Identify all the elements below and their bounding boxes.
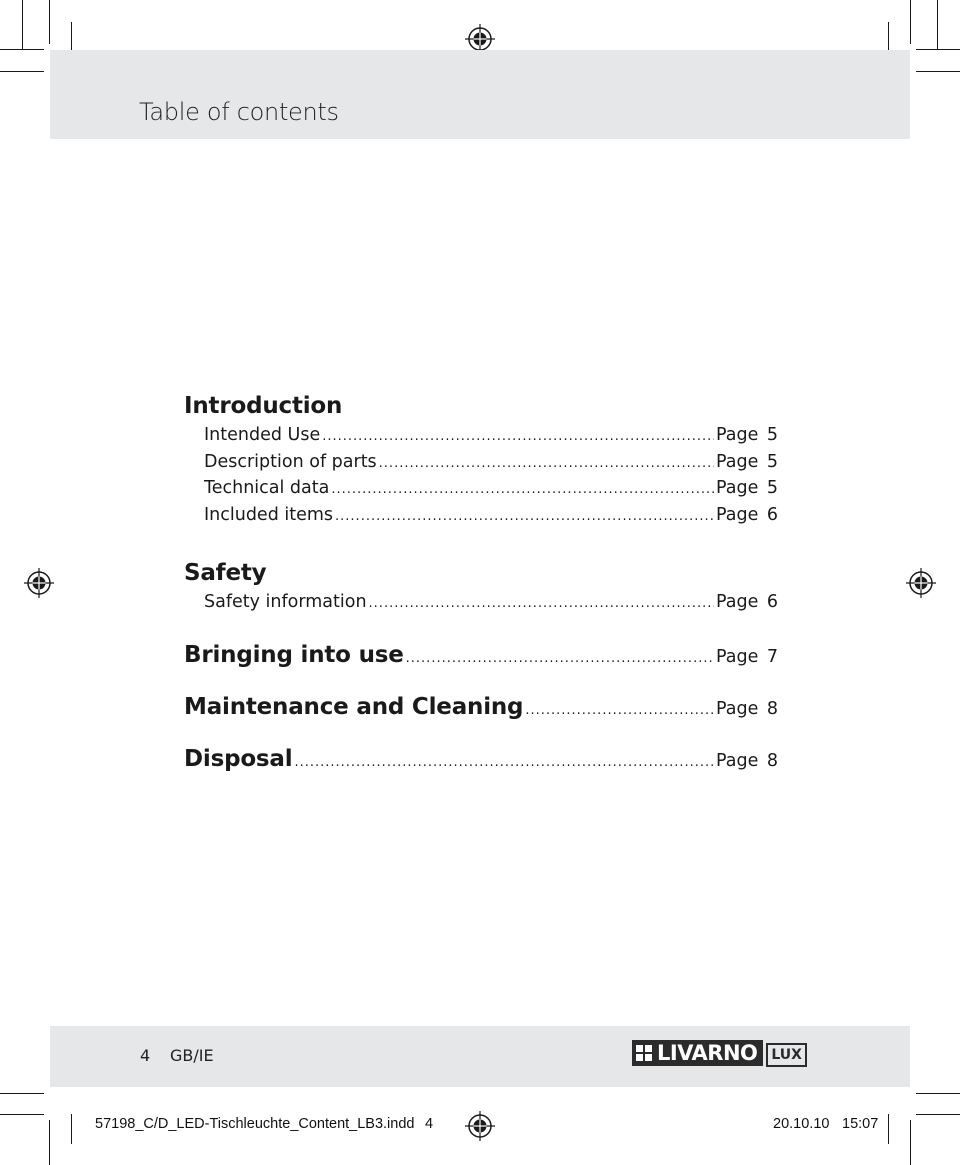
dot-leader <box>322 430 714 443</box>
dot-leader <box>406 652 714 665</box>
toc-entry-label: Disposal <box>184 746 293 773</box>
page-label: Page <box>716 699 759 720</box>
registration-mark-icon <box>465 1111 495 1141</box>
toc-entry-major[interactable] <box>184 629 778 681</box>
toc-entry-label: Description of parts <box>204 451 377 472</box>
slug-time: 15:07 <box>842 1116 879 1132</box>
page-label: Page <box>716 751 759 772</box>
crop-mark-icon <box>910 0 911 44</box>
logo-suffix: LUX <box>766 1043 807 1067</box>
crop-mark-icon <box>916 1114 960 1115</box>
toc-section-title: Safety <box>184 559 267 586</box>
crop-mark-icon <box>888 1114 889 1144</box>
page-label: Page <box>716 591 759 612</box>
slug-page: 4 <box>425 1116 434 1132</box>
dot-leader <box>335 510 714 523</box>
dot-leader <box>294 756 714 769</box>
toc-entry-major[interactable] <box>184 733 778 785</box>
dot-leader <box>369 597 714 610</box>
toc-entry-label: Bringing into use <box>184 642 404 669</box>
toc-entry[interactable] <box>184 589 778 616</box>
page-number: 5 <box>766 478 778 499</box>
page-title: Table of contents <box>139 98 339 126</box>
toc-entry[interactable] <box>184 502 778 529</box>
crop-mark-icon <box>22 0 23 50</box>
registration-mark-icon <box>24 568 54 598</box>
toc-entry-label: Included items <box>204 505 334 526</box>
toc-entry-major[interactable] <box>184 681 778 733</box>
page-number: 7 <box>766 647 778 668</box>
page-number: 8 <box>766 699 778 720</box>
slug-filename: 57198_C/D_LED-Tischleuchte_Content_LB3.indd <box>95 1116 415 1132</box>
crop-mark-icon <box>71 1114 72 1144</box>
page-label: Page <box>716 425 759 445</box>
toc-entry-label: Maintenance and Cleaning <box>184 694 524 721</box>
logo-brand-text: LIVARNO <box>657 1041 758 1065</box>
crop-mark-icon <box>910 1120 911 1165</box>
dot-leader <box>525 704 714 717</box>
crop-mark-icon <box>916 1093 960 1094</box>
crop-mark-icon <box>49 1120 50 1165</box>
header-band <box>50 50 910 139</box>
crop-mark-icon <box>916 71 960 72</box>
crop-mark-icon <box>0 1093 44 1094</box>
crop-mark-icon <box>71 22 72 50</box>
footer-page-number: 4 <box>140 1046 151 1065</box>
crop-mark-icon <box>888 22 889 50</box>
page-number: 5 <box>766 425 778 445</box>
crop-mark-icon <box>0 71 44 72</box>
toc-entry-label: Technical data <box>204 478 330 499</box>
toc-entry[interactable] <box>184 475 778 502</box>
crop-mark-icon <box>916 49 960 50</box>
page-number: 8 <box>766 751 778 772</box>
table-of-contents <box>184 390 778 785</box>
toc-entry-label: Intended Use <box>204 425 321 445</box>
page-label: Page <box>716 451 759 472</box>
toc-entry[interactable] <box>184 449 778 476</box>
page-number: 6 <box>766 591 778 612</box>
logo-wordmark <box>632 1040 763 1066</box>
toc-entry-label: Safety information <box>204 591 367 612</box>
crop-mark-icon <box>937 0 938 50</box>
page-number: 6 <box>766 505 778 526</box>
livarno-lux-logo <box>632 1040 807 1066</box>
registration-mark-icon <box>906 568 936 598</box>
crop-mark-icon <box>49 0 50 44</box>
crop-mark-icon <box>0 1114 44 1115</box>
dot-leader <box>331 483 714 496</box>
logo-grid-icon <box>636 1045 652 1061</box>
footer-language: GB/IE <box>170 1046 214 1065</box>
dot-leader <box>379 457 714 470</box>
page-label: Page <box>716 505 759 526</box>
slug-date: 20.10.10 <box>773 1116 830 1132</box>
toc-entry[interactable] <box>184 422 778 449</box>
page-label: Page <box>716 478 759 499</box>
page-number: 5 <box>766 451 778 472</box>
page-label: Page <box>716 647 759 668</box>
toc-section-title: Introduction <box>184 393 343 419</box>
